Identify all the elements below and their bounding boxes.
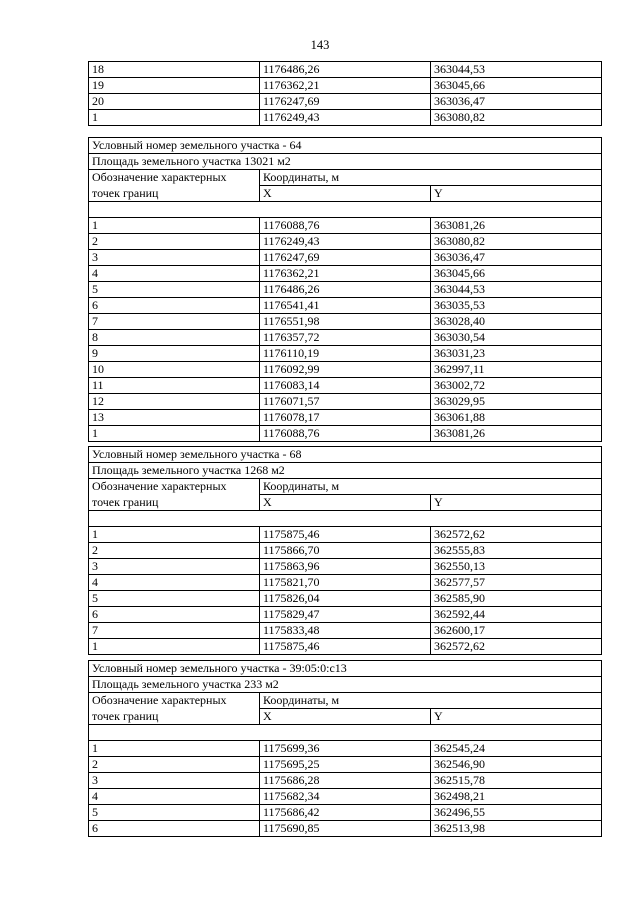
y-coordinate-cell: 362585,90 <box>431 591 602 607</box>
y-coordinate-cell: 362498,21 <box>431 789 602 805</box>
plot-title-row <box>89 138 602 154</box>
x-header: X <box>260 186 431 202</box>
y-coordinate-cell: 363081,26 <box>431 426 602 442</box>
table-row <box>89 623 602 639</box>
plot-area: Площадь земельного участка 13021 м2 <box>89 154 602 170</box>
point-number-cell: 1 <box>89 218 260 234</box>
plot-title: Условный номер земельного участка - 39:05:0:с13 <box>89 661 602 677</box>
plot-area: Площадь земельного участка 1268 м2 <box>89 463 602 479</box>
header-row <box>89 495 602 511</box>
plot-area: Площадь земельного участка 233 м2 <box>89 677 602 693</box>
table-row <box>89 62 602 78</box>
plot-title-row <box>89 661 602 677</box>
x-header: X <box>260 709 431 725</box>
table-row <box>89 218 602 234</box>
y-coordinate-cell: 363035,53 <box>431 298 602 314</box>
x-coordinate-cell: 1175826,04 <box>260 591 431 607</box>
designation-header: Обозначение характерных <box>89 479 260 495</box>
y-coordinate-cell: 363045,66 <box>431 266 602 282</box>
x-coordinate-cell: 1175686,28 <box>260 773 431 789</box>
point-number-cell: 4 <box>89 789 260 805</box>
point-number-cell: 8 <box>89 330 260 346</box>
point-number-cell: 6 <box>89 607 260 623</box>
plot-table-2 <box>88 446 602 655</box>
point-number-cell: 19 <box>89 78 260 94</box>
x-coordinate-cell: 1176362,21 <box>260 78 431 94</box>
coordinates-header: Координаты, м <box>260 693 602 709</box>
designation-header: Обозначение характерных <box>89 170 260 186</box>
plot-title: Условный номер земельного участка - 64 <box>89 138 602 154</box>
point-number-cell: 20 <box>89 94 260 110</box>
header-row <box>89 709 602 725</box>
table-row <box>89 378 602 394</box>
plot-table-3 <box>88 660 602 837</box>
point-number-cell: 5 <box>89 591 260 607</box>
table-row <box>89 789 602 805</box>
y-coordinate-cell: 363036,47 <box>431 94 602 110</box>
x-header: X <box>260 495 431 511</box>
point-number-cell: 13 <box>89 410 260 426</box>
point-number-cell: 5 <box>89 805 260 821</box>
y-coordinate-cell: 363044,53 <box>431 62 602 78</box>
designation-header-cont: точек границ <box>89 186 260 202</box>
point-number-cell: 11 <box>89 378 260 394</box>
coordinates-header: Координаты, м <box>260 170 602 186</box>
y-coordinate-cell: 363061,88 <box>431 410 602 426</box>
x-coordinate-cell: 1176110,19 <box>260 346 431 362</box>
point-number-cell: 12 <box>89 394 260 410</box>
designation-header-cont: точек границ <box>89 709 260 725</box>
table-row <box>89 559 602 575</box>
x-coordinate-cell: 1176088,76 <box>260 426 431 442</box>
table-row <box>89 757 602 773</box>
y-coordinate-cell: 363030,54 <box>431 330 602 346</box>
y-coordinate-cell: 362572,62 <box>431 639 602 655</box>
table-row <box>89 607 602 623</box>
x-coordinate-cell: 1176092,99 <box>260 362 431 378</box>
point-number-cell: 2 <box>89 757 260 773</box>
table-row <box>89 575 602 591</box>
y-coordinate-cell: 363036,47 <box>431 250 602 266</box>
table-row <box>89 543 602 559</box>
point-number-cell: 3 <box>89 250 260 266</box>
table-row <box>89 298 602 314</box>
table-row <box>89 314 602 330</box>
blank-cell <box>89 202 602 218</box>
y-coordinate-cell: 362545,24 <box>431 741 602 757</box>
x-coordinate-cell: 1175875,46 <box>260 639 431 655</box>
table-row <box>89 591 602 607</box>
blank-row <box>89 511 602 527</box>
point-number-cell: 6 <box>89 298 260 314</box>
table-row <box>89 110 602 126</box>
x-coordinate-cell: 1176551,98 <box>260 314 431 330</box>
y-coordinate-cell: 362550,13 <box>431 559 602 575</box>
x-coordinate-cell: 1175690,85 <box>260 821 431 837</box>
x-coordinate-cell: 1175682,34 <box>260 789 431 805</box>
table-row <box>89 266 602 282</box>
y-coordinate-cell: 363045,66 <box>431 78 602 94</box>
y-header: Y <box>431 495 602 511</box>
y-coordinate-cell: 363080,82 <box>431 110 602 126</box>
point-number-cell: 18 <box>89 62 260 78</box>
point-number-cell: 1 <box>89 639 260 655</box>
plot-area-row <box>89 154 602 170</box>
table-row <box>89 94 602 110</box>
point-number-cell: 5 <box>89 282 260 298</box>
y-coordinate-cell: 363028,40 <box>431 314 602 330</box>
y-coordinate-cell: 362515,78 <box>431 773 602 789</box>
table-row <box>89 394 602 410</box>
y-coordinate-cell: 363029,95 <box>431 394 602 410</box>
x-coordinate-cell: 1176486,26 <box>260 282 431 298</box>
table-row <box>89 78 602 94</box>
x-coordinate-cell: 1176541,41 <box>260 298 431 314</box>
y-coordinate-cell: 362546,90 <box>431 757 602 773</box>
x-coordinate-cell: 1176362,21 <box>260 266 431 282</box>
point-number-cell: 3 <box>89 773 260 789</box>
y-coordinate-cell: 362997,11 <box>431 362 602 378</box>
blank-cell <box>89 725 602 741</box>
plot-table-1 <box>88 137 602 442</box>
table-row <box>89 282 602 298</box>
y-coordinate-cell: 362496,55 <box>431 805 602 821</box>
plot-area-row <box>89 677 602 693</box>
point-number-cell: 10 <box>89 362 260 378</box>
point-number-cell: 1 <box>89 426 260 442</box>
x-coordinate-cell: 1176247,69 <box>260 250 431 266</box>
y-coordinate-cell: 362572,62 <box>431 527 602 543</box>
x-coordinate-cell: 1175863,96 <box>260 559 431 575</box>
table-row <box>89 234 602 250</box>
y-coordinate-cell: 363031,23 <box>431 346 602 362</box>
x-coordinate-cell: 1176486,26 <box>260 62 431 78</box>
point-number-cell: 9 <box>89 346 260 362</box>
blank-cell <box>89 511 602 527</box>
x-coordinate-cell: 1176247,69 <box>260 94 431 110</box>
x-coordinate-cell: 1176088,76 <box>260 218 431 234</box>
point-number-cell: 1 <box>89 741 260 757</box>
y-coordinate-cell: 362513,98 <box>431 821 602 837</box>
designation-header: Обозначение характерных <box>89 693 260 709</box>
y-coordinate-cell: 362555,83 <box>431 543 602 559</box>
x-coordinate-cell: 1175833,48 <box>260 623 431 639</box>
blank-row <box>89 725 602 741</box>
table-row <box>89 773 602 789</box>
table-row <box>89 741 602 757</box>
coordinates-header: Координаты, м <box>260 479 602 495</box>
table-row <box>89 330 602 346</box>
plot-title-row <box>89 447 602 463</box>
plot-area-row <box>89 463 602 479</box>
continuation-table <box>88 61 602 126</box>
x-coordinate-cell: 1176357,72 <box>260 330 431 346</box>
page-number: 143 <box>310 38 330 52</box>
designation-header-cont: точек границ <box>89 495 260 511</box>
y-header: Y <box>431 186 602 202</box>
y-coordinate-cell: 362600,17 <box>431 623 602 639</box>
x-coordinate-cell: 1175875,46 <box>260 527 431 543</box>
point-number-cell: 7 <box>89 314 260 330</box>
point-number-cell: 7 <box>89 623 260 639</box>
x-coordinate-cell: 1176083,14 <box>260 378 431 394</box>
x-coordinate-cell: 1176078,17 <box>260 410 431 426</box>
header-row <box>89 479 602 495</box>
y-coordinate-cell: 363002,72 <box>431 378 602 394</box>
point-number-cell: 6 <box>89 821 260 837</box>
table-row <box>89 527 602 543</box>
x-coordinate-cell: 1176249,43 <box>260 110 431 126</box>
x-coordinate-cell: 1175866,70 <box>260 543 431 559</box>
point-number-cell: 3 <box>89 559 260 575</box>
table-row <box>89 410 602 426</box>
header-row <box>89 186 602 202</box>
table-row <box>89 821 602 837</box>
table-row <box>89 362 602 378</box>
point-number-cell: 4 <box>89 266 260 282</box>
point-number-cell: 2 <box>89 543 260 559</box>
table-row <box>89 250 602 266</box>
y-coordinate-cell: 363080,82 <box>431 234 602 250</box>
y-coordinate-cell: 363081,26 <box>431 218 602 234</box>
x-coordinate-cell: 1175699,36 <box>260 741 431 757</box>
x-coordinate-cell: 1175695,25 <box>260 757 431 773</box>
plot-title: Условный номер земельного участка - 68 <box>89 447 602 463</box>
y-header: Y <box>431 709 602 725</box>
blank-row <box>89 202 602 218</box>
point-number-cell: 1 <box>89 110 260 126</box>
x-coordinate-cell: 1175829,47 <box>260 607 431 623</box>
table-row <box>89 346 602 362</box>
y-coordinate-cell: 362592,44 <box>431 607 602 623</box>
table-row <box>89 426 602 442</box>
point-number-cell: 1 <box>89 527 260 543</box>
y-coordinate-cell: 363044,53 <box>431 282 602 298</box>
point-number-cell: 2 <box>89 234 260 250</box>
header-row <box>89 693 602 709</box>
header-row <box>89 170 602 186</box>
point-number-cell: 4 <box>89 575 260 591</box>
x-coordinate-cell: 1176249,43 <box>260 234 431 250</box>
table-row <box>89 639 602 655</box>
x-coordinate-cell: 1176071,57 <box>260 394 431 410</box>
x-coordinate-cell: 1175686,42 <box>260 805 431 821</box>
y-coordinate-cell: 362577,57 <box>431 575 602 591</box>
table-row <box>89 805 602 821</box>
x-coordinate-cell: 1175821,70 <box>260 575 431 591</box>
